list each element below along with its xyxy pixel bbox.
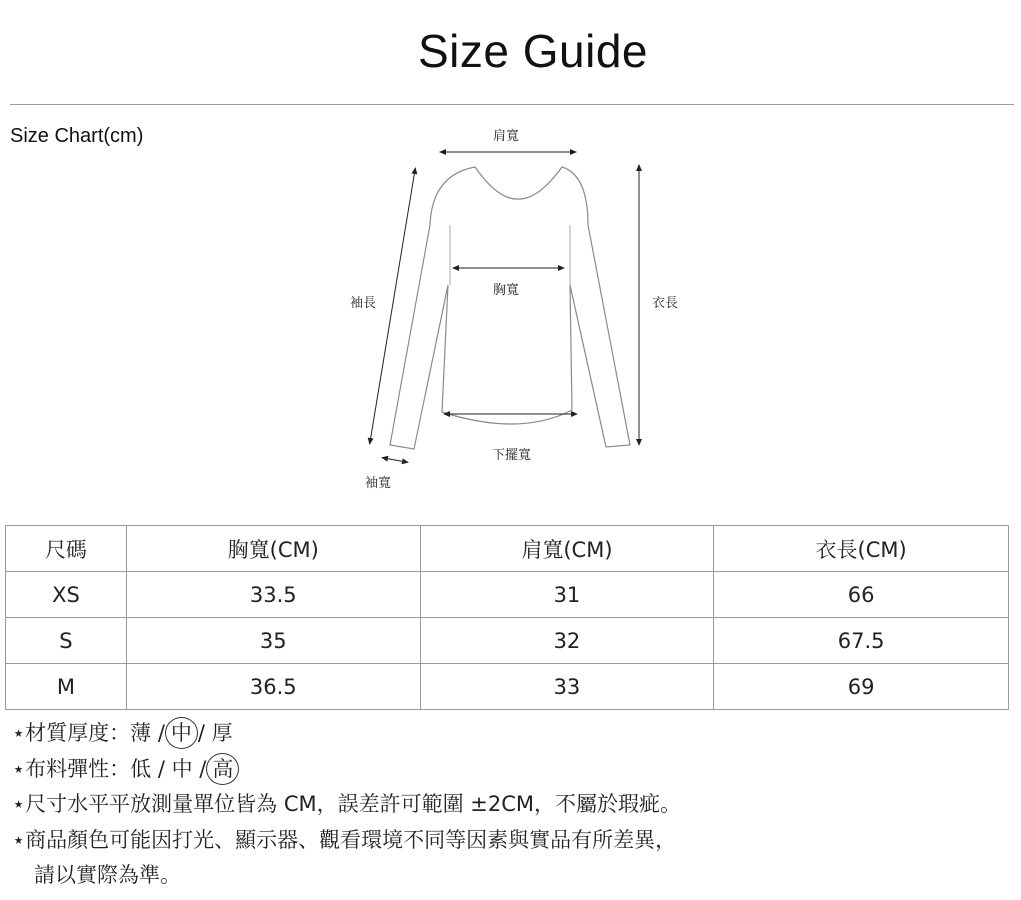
table-cell: 32	[420, 618, 714, 664]
table-cell: 33	[420, 664, 714, 710]
size-table	[5, 525, 1009, 710]
cuff-label: 袖寬	[365, 476, 392, 491]
table-cell: 66	[714, 572, 1009, 618]
thickness-note	[12, 716, 681, 752]
thickness-selected: 中	[165, 717, 198, 749]
table-cell: 36.5	[126, 664, 420, 710]
col-length-header: 衣長(CM)	[714, 526, 1009, 572]
table-header-row	[6, 526, 1009, 572]
shoulder-label: 肩寬	[493, 129, 520, 144]
cuff-arrow	[384, 458, 406, 462]
notes	[12, 716, 681, 894]
color-note-continued: 請以實際為準。	[34, 863, 181, 887]
col-chest-header: 胸寬(CM)	[126, 526, 420, 572]
elasticity-options: 低 / 中 /	[130, 756, 207, 781]
table-row	[6, 664, 1009, 710]
thickness-low: 薄 /	[130, 721, 165, 745]
color-note: ⋆商品顏色可能因打光、顯示器、觀看環境不同等因素與實品有所差異，	[12, 827, 677, 852]
title-divider	[10, 104, 1014, 105]
table-row	[6, 572, 1009, 618]
table-cell: 35	[126, 618, 420, 664]
table-cell: 31	[420, 572, 714, 618]
thickness-label: ⋆材質厚度：	[12, 721, 131, 745]
hem-label: 下擺寬	[492, 448, 532, 463]
garment-diagram-svg	[330, 115, 710, 505]
elasticity-note	[12, 752, 681, 788]
chest-label: 胸寬	[493, 283, 520, 298]
col-size-header: 尺碼	[6, 526, 127, 572]
table-cell: 33.5	[126, 572, 420, 618]
body-length-label: 衣長	[652, 296, 679, 311]
thickness-high: / 厚	[197, 721, 233, 745]
page-title: Size Guide	[417, 25, 648, 77]
table-cell: XS	[6, 572, 127, 618]
table-cell: 67.5	[714, 618, 1009, 664]
measurement-note: ⋆尺寸水平平放測量單位皆為 CM，誤差許可範圍 ±2CM，不屬於瑕疵。	[12, 792, 682, 816]
size-chart-subtitle: Size Chart(cm)	[10, 125, 144, 147]
elasticity-selected: 高	[206, 753, 239, 785]
col-shoulder-header: 肩寬(CM)	[420, 526, 714, 572]
table-row	[6, 618, 1009, 664]
table-cell: M	[6, 664, 127, 710]
table-cell: S	[6, 618, 127, 664]
elasticity-label: ⋆布料彈性：	[12, 756, 131, 781]
sleeve-length-label: 袖長	[350, 296, 377, 311]
shirt-outline	[390, 167, 630, 449]
garment-diagram	[330, 115, 710, 505]
table-cell: 69	[714, 664, 1009, 710]
